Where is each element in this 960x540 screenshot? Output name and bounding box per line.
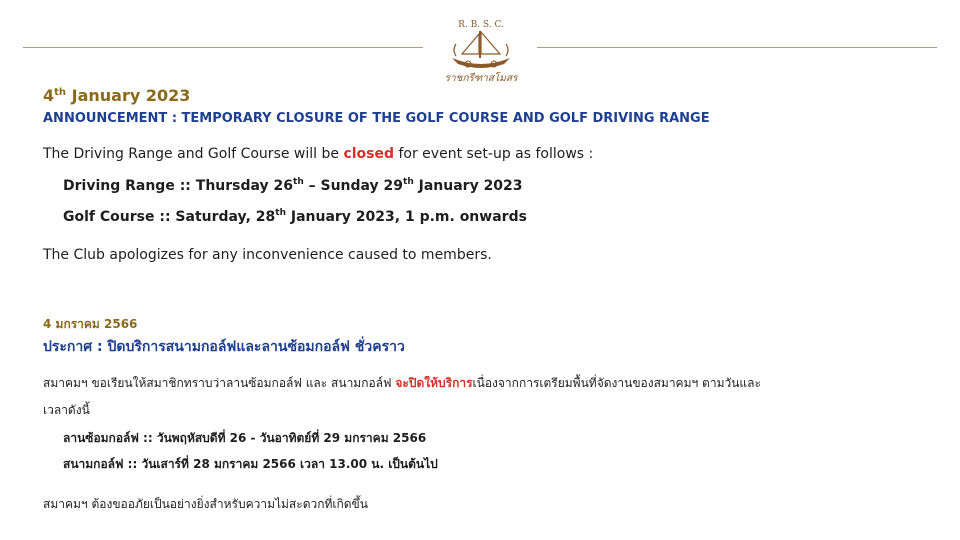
thai-apology: สมาคมฯ ต้องขออภัยเป็นอย่างยิ่งสำหรับความไม่สะดวกที่เกิดขึ้น — [43, 497, 368, 511]
thai-intro-line-1: สมาคมฯ ขอเรียนให้สมาชิกทราบว่าลานซ้อมกอล์ฟ และ สนามกอล์ฟ จะปิดให้บริการเนื่องจากการเตรียมพื้นที่จัดงานของสมาคมฯ ตามวันและ — [43, 376, 761, 390]
club-crest-icon — [438, 14, 524, 86]
club-logo — [438, 14, 524, 86]
english-schedule-golf-course: Golf Course :: Saturday, 28th January 2023, 1 p.m. onwards — [63, 208, 527, 225]
english-date: 4th January 2023 — [43, 86, 191, 105]
logo-thai-name: ราชกรีฑาสโมสร — [444, 73, 518, 84]
english-announcement-title: ANNOUNCEMENT : TEMPORARY CLOSURE OF THE GOLF COURSE AND GOLF DRIVING RANGE — [43, 111, 710, 126]
english-intro: The Driving Range and Golf Course will be closed for event set-up as follows : — [43, 146, 594, 162]
thai-schedule-driving-range: ลานซ้อมกอล์ฟ :: วันพฤหัสบดีที่ 26 - วันอาทิตย์ที่ 29 มกราคม 2566 — [63, 431, 427, 445]
header-rule-left — [23, 47, 423, 48]
logo-letters: R. B. S. C. — [458, 20, 504, 30]
thai-closed-highlight: จะปิดให้บริการ — [395, 376, 473, 390]
header-rule-right — [537, 47, 937, 48]
closed-highlight: closed — [343, 146, 395, 162]
thai-schedule-golf-course: สนามกอล์ฟ :: วันเสาร์ที่ 28 มกราคม 2566 เวลา 13.00 น. เป็นต้นไป — [63, 457, 438, 471]
english-schedule-driving-range: Driving Range :: Thursday 26th – Sunday 29th January 2023 — [63, 177, 523, 194]
thai-intro-line-2: เวลาดังนี้ — [43, 403, 90, 417]
thai-announcement-title: ประกาศ : ปิดบริการสนามกอล์ฟและลานซ้อมกอล์ฟ ชั่วคราว — [43, 339, 405, 355]
english-apology: The Club apologizes for any inconvenience caused to members. — [43, 247, 492, 263]
thai-date: 4 มกราคม 2566 — [43, 317, 138, 331]
